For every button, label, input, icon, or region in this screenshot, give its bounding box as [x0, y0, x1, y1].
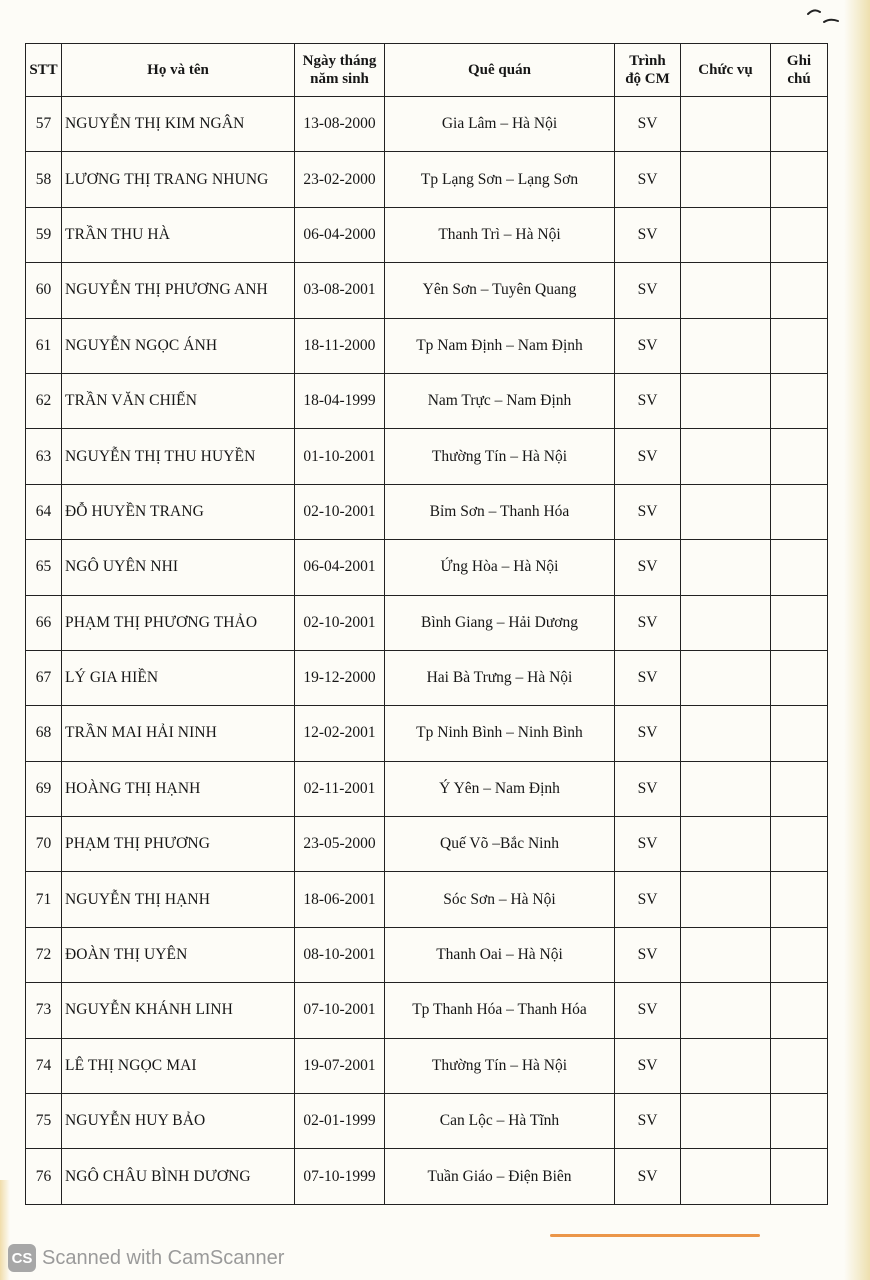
- header-stt: [26, 44, 62, 97]
- row-stt: 75: [26, 1094, 62, 1149]
- row-hometown: Ý Yên – Nam Định: [385, 761, 615, 816]
- row-hometown: Thường Tín – Hà Nội: [385, 1038, 615, 1093]
- table-row: [26, 872, 828, 927]
- row-position: [681, 97, 771, 152]
- row-date-of-birth: 23-02-2000: [295, 152, 385, 207]
- row-stt: 71: [26, 872, 62, 927]
- row-stt: 66: [26, 595, 62, 650]
- row-hometown: Tp Ninh Bình – Ninh Bình: [385, 706, 615, 761]
- row-education-level: SV: [615, 983, 681, 1038]
- row-position: [681, 1038, 771, 1093]
- row-hometown: Gia Lâm – Hà Nội: [385, 97, 615, 152]
- row-hometown: Bình Giang – Hải Dương: [385, 595, 615, 650]
- header-role-label: Chức vụ: [698, 62, 753, 78]
- row-date-of-birth: 08-10-2001: [295, 927, 385, 982]
- row-education-level: SV: [615, 1038, 681, 1093]
- header-stt-label: STT: [29, 62, 58, 78]
- row-note: [771, 650, 828, 705]
- row-date-of-birth: 02-11-2001: [295, 761, 385, 816]
- table-header: [26, 44, 828, 97]
- row-position: [681, 484, 771, 539]
- row-hometown: Tuần Giáo – Điện Biên: [385, 1149, 615, 1204]
- row-full-name: NGUYỄN THỊ HẠNH: [62, 872, 295, 927]
- row-stt: 63: [26, 429, 62, 484]
- row-hometown: Ứng Hòa – Hà Nội: [385, 540, 615, 595]
- row-position: [681, 650, 771, 705]
- header-name: [62, 44, 295, 97]
- header-level-line2: độ CM: [625, 71, 670, 87]
- row-position: [681, 540, 771, 595]
- row-hometown: Tp Nam Định – Nam Định: [385, 318, 615, 373]
- row-full-name: NGÔ UYÊN NHI: [62, 540, 295, 595]
- row-date-of-birth: 18-06-2001: [295, 872, 385, 927]
- table-row: [26, 97, 828, 152]
- row-date-of-birth: 19-12-2000: [295, 650, 385, 705]
- row-full-name: HOÀNG THỊ HẠNH: [62, 761, 295, 816]
- row-position: [681, 1094, 771, 1149]
- row-position: [681, 761, 771, 816]
- row-hometown: Sóc Sơn – Hà Nội: [385, 872, 615, 927]
- row-full-name: TRẦN MAI HẢI NINH: [62, 706, 295, 761]
- row-note: [771, 207, 828, 262]
- student-roster-table: [25, 43, 828, 1205]
- row-education-level: SV: [615, 1149, 681, 1204]
- header-dob-line1: Ngày tháng: [302, 53, 377, 69]
- table-body: [26, 97, 828, 1205]
- row-note: [771, 927, 828, 982]
- row-full-name: ĐOÀN THỊ UYÊN: [62, 927, 295, 982]
- row-full-name: PHẠM THỊ PHƯƠNG: [62, 817, 295, 872]
- row-position: [681, 595, 771, 650]
- row-stt: 74: [26, 1038, 62, 1093]
- row-hometown: Can Lộc – Hà Tĩnh: [385, 1094, 615, 1149]
- row-hometown: Quế Võ –Bắc Ninh: [385, 817, 615, 872]
- table-row: [26, 1038, 828, 1093]
- row-stt: 70: [26, 817, 62, 872]
- row-date-of-birth: 13-08-2000: [295, 97, 385, 152]
- corner-pen-mark-icon: [806, 6, 840, 28]
- row-education-level: SV: [615, 207, 681, 262]
- row-education-level: SV: [615, 540, 681, 595]
- row-date-of-birth: 07-10-1999: [295, 1149, 385, 1204]
- row-position: [681, 207, 771, 262]
- row-full-name: ĐỖ HUYỀN TRANG: [62, 484, 295, 539]
- row-stt: 68: [26, 706, 62, 761]
- table-row: [26, 761, 828, 816]
- row-date-of-birth: 02-01-1999: [295, 1094, 385, 1149]
- table-row: [26, 429, 828, 484]
- table-row: [26, 817, 828, 872]
- row-date-of-birth: 06-04-2001: [295, 540, 385, 595]
- row-position: [681, 872, 771, 927]
- header-level: [615, 44, 681, 97]
- row-education-level: SV: [615, 318, 681, 373]
- row-full-name: TRẦN THU HÀ: [62, 207, 295, 262]
- table-row: [26, 263, 828, 318]
- row-date-of-birth: 18-11-2000: [295, 318, 385, 373]
- row-full-name: NGÔ CHÂU BÌNH DƯƠNG: [62, 1149, 295, 1204]
- row-full-name: NGUYỄN THỊ PHƯƠNG ANH: [62, 263, 295, 318]
- row-education-level: SV: [615, 429, 681, 484]
- row-note: [771, 706, 828, 761]
- row-date-of-birth: 18-04-1999: [295, 373, 385, 428]
- row-note: [771, 595, 828, 650]
- row-stt: 67: [26, 650, 62, 705]
- row-position: [681, 263, 771, 318]
- row-position: [681, 1149, 771, 1204]
- row-date-of-birth: 19-07-2001: [295, 1038, 385, 1093]
- row-full-name: NGUYỄN KHÁNH LINH: [62, 983, 295, 1038]
- row-position: [681, 318, 771, 373]
- row-stt: 61: [26, 318, 62, 373]
- table-row: [26, 484, 828, 539]
- row-note: [771, 484, 828, 539]
- row-stt: 58: [26, 152, 62, 207]
- camscanner-watermark: [8, 1244, 284, 1272]
- row-date-of-birth: 23-05-2000: [295, 817, 385, 872]
- row-hometown: Tp Thanh Hóa – Thanh Hóa: [385, 983, 615, 1038]
- row-note: [771, 983, 828, 1038]
- table-row: [26, 650, 828, 705]
- row-stt: 65: [26, 540, 62, 595]
- row-stt: 57: [26, 97, 62, 152]
- scan-edge-stripe: [550, 1234, 760, 1237]
- row-education-level: SV: [615, 152, 681, 207]
- row-date-of-birth: 12-02-2001: [295, 706, 385, 761]
- row-date-of-birth: 02-10-2001: [295, 484, 385, 539]
- row-education-level: SV: [615, 373, 681, 428]
- camscanner-logo-icon: CS: [8, 1244, 36, 1272]
- row-full-name: NGUYỄN NGỌC ÁNH: [62, 318, 295, 373]
- row-education-level: SV: [615, 1094, 681, 1149]
- row-position: [681, 927, 771, 982]
- row-date-of-birth: 01-10-2001: [295, 429, 385, 484]
- row-date-of-birth: 02-10-2001: [295, 595, 385, 650]
- row-stt: 60: [26, 263, 62, 318]
- row-stt: 62: [26, 373, 62, 428]
- row-education-level: SV: [615, 706, 681, 761]
- row-note: [771, 97, 828, 152]
- row-position: [681, 429, 771, 484]
- row-education-level: SV: [615, 817, 681, 872]
- table-row: [26, 318, 828, 373]
- header-hometown: [385, 44, 615, 97]
- row-stt: 72: [26, 927, 62, 982]
- row-date-of-birth: 06-04-2000: [295, 207, 385, 262]
- row-full-name: NGUYỄN THỊ KIM NGÂN: [62, 97, 295, 152]
- row-hometown: Tp Lạng Sơn – Lạng Sơn: [385, 152, 615, 207]
- row-full-name: TRẦN VĂN CHIẾN: [62, 373, 295, 428]
- row-note: [771, 429, 828, 484]
- row-hometown: Hai Bà Trưng – Hà Nội: [385, 650, 615, 705]
- row-date-of-birth: 03-08-2001: [295, 263, 385, 318]
- page-edge-shadow: [844, 0, 870, 1280]
- header-dob: [295, 44, 385, 97]
- header-level-line1: Trình: [629, 53, 666, 69]
- row-hometown: Yên Sơn – Tuyên Quang: [385, 263, 615, 318]
- row-hometown: Bỉm Sơn – Thanh Hóa: [385, 484, 615, 539]
- table-row: [26, 983, 828, 1038]
- row-hometown: Thanh Oai – Hà Nội: [385, 927, 615, 982]
- row-stt: 76: [26, 1149, 62, 1204]
- row-education-level: SV: [615, 872, 681, 927]
- row-note: [771, 817, 828, 872]
- row-date-of-birth: 07-10-2001: [295, 983, 385, 1038]
- header-note-line1: Ghi: [786, 53, 812, 69]
- row-full-name: LÝ GIA HIỀN: [62, 650, 295, 705]
- row-note: [771, 872, 828, 927]
- row-position: [681, 706, 771, 761]
- header-dob-line2: năm sinh: [310, 71, 369, 87]
- table-row: [26, 706, 828, 761]
- header-role: [681, 44, 771, 97]
- table-row: [26, 373, 828, 428]
- row-full-name: NGUYỄN HUY BẢO: [62, 1094, 295, 1149]
- row-education-level: SV: [615, 595, 681, 650]
- row-full-name: PHẠM THỊ PHƯƠNG THẢO: [62, 595, 295, 650]
- row-education-level: SV: [615, 761, 681, 816]
- row-stt: 73: [26, 983, 62, 1038]
- row-note: [771, 1038, 828, 1093]
- row-education-level: SV: [615, 97, 681, 152]
- row-hometown: Thanh Trì – Hà Nội: [385, 207, 615, 262]
- row-education-level: SV: [615, 650, 681, 705]
- row-education-level: SV: [615, 484, 681, 539]
- header-row: [26, 44, 828, 97]
- row-stt: 59: [26, 207, 62, 262]
- header-hometown-label: Quê quán: [468, 62, 531, 78]
- row-hometown: Nam Trực – Nam Định: [385, 373, 615, 428]
- row-full-name: LƯƠNG THỊ TRANG NHUNG: [62, 152, 295, 207]
- row-hometown: Thường Tín – Hà Nội: [385, 429, 615, 484]
- watermark-text: Scanned with CamScanner: [42, 1246, 285, 1269]
- row-full-name: LÊ THỊ NGỌC MAI: [62, 1038, 295, 1093]
- row-note: [771, 318, 828, 373]
- row-education-level: SV: [615, 263, 681, 318]
- header-name-label: Họ và tên: [147, 62, 209, 78]
- table-row: [26, 1094, 828, 1149]
- row-note: [771, 1149, 828, 1204]
- row-note: [771, 152, 828, 207]
- table-row: [26, 207, 828, 262]
- row-position: [681, 152, 771, 207]
- row-note: [771, 373, 828, 428]
- table-row: [26, 540, 828, 595]
- row-note: [771, 761, 828, 816]
- row-position: [681, 373, 771, 428]
- row-note: [771, 540, 828, 595]
- table-row: [26, 927, 828, 982]
- row-position: [681, 983, 771, 1038]
- table-row: [26, 1149, 828, 1204]
- row-position: [681, 817, 771, 872]
- row-stt: 64: [26, 484, 62, 539]
- table-row: [26, 595, 828, 650]
- row-education-level: SV: [615, 927, 681, 982]
- row-note: [771, 1094, 828, 1149]
- table-row: [26, 152, 828, 207]
- row-note: [771, 263, 828, 318]
- row-stt: 69: [26, 761, 62, 816]
- header-note: [771, 44, 828, 97]
- header-note-line2: chú: [787, 71, 811, 87]
- row-full-name: NGUYỄN THỊ THU HUYỀN: [62, 429, 295, 484]
